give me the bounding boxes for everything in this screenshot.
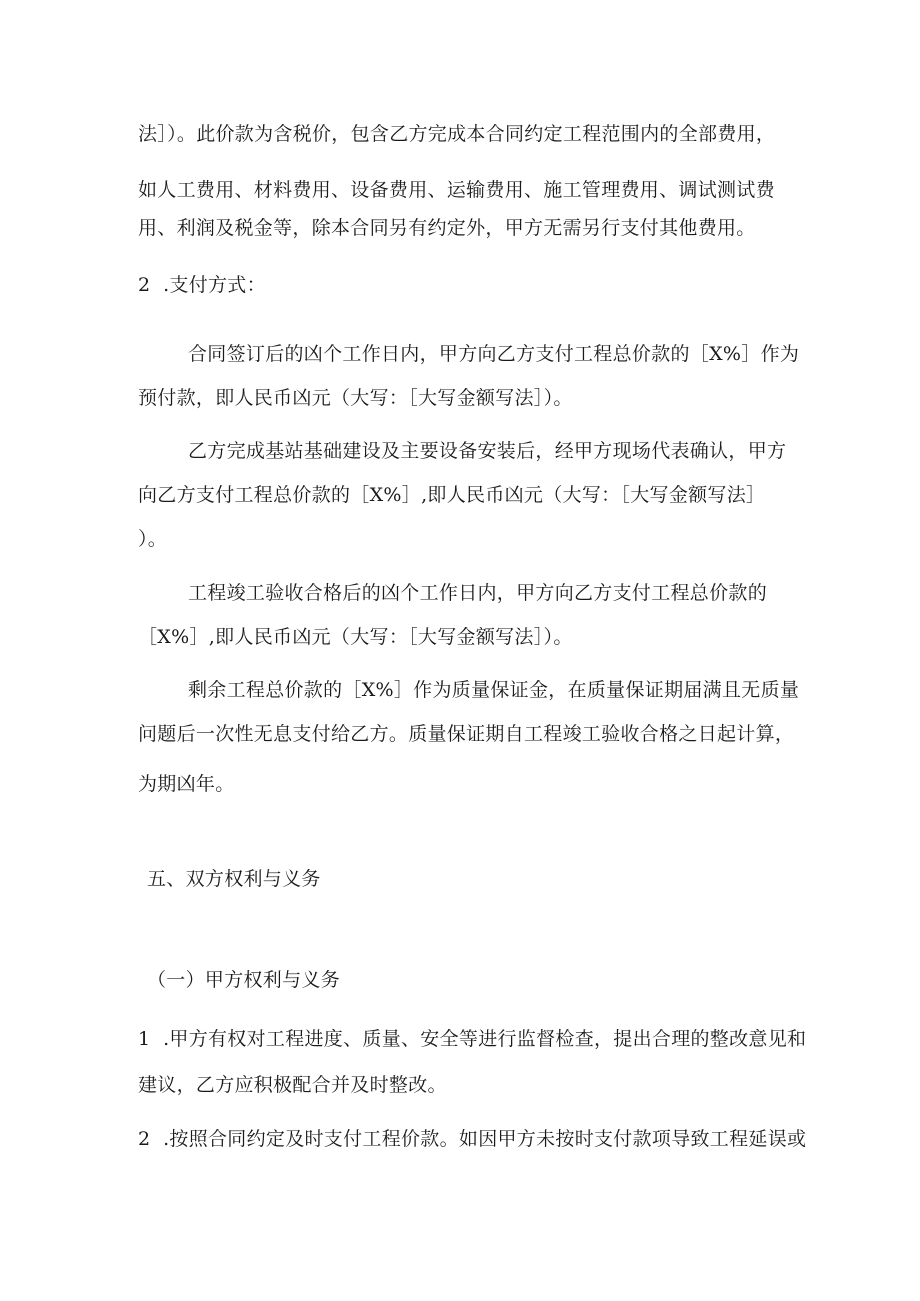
text-line: 如人工费用、材料费用、设备费用、运输费用、施工管理费用、调试测试费 bbox=[138, 179, 775, 201]
text-line: 法］）。此价款为含税价，包含乙方完成本合同约定工程范围内的全部费用， bbox=[138, 123, 776, 145]
text-line: ）。 bbox=[138, 528, 168, 550]
text-line: 问题后一次性无息支付给乙方。质量保证期自工程竣工验收合格之日起计算， bbox=[138, 723, 795, 745]
text-line: 合同签订后的凶个工作日内，甲方向乙方支付工程总价款的［X%］作为 bbox=[188, 343, 800, 365]
subsection-heading: （一）甲方权利与义务 bbox=[147, 969, 341, 991]
text-line: 剩余工程总价款的［X%］作为质量保证金，在质量保证期届满且无质量 bbox=[188, 679, 800, 701]
text-line: 向乙方支付工程总价款的［X%］,即人民币凶元（大写：［大写金额写法］ bbox=[138, 484, 766, 506]
text-line: 工程竣工验收合格后的凶个工作日内，甲方向乙方支付工程总价款的 bbox=[188, 582, 768, 604]
text-line: 2 .支付方式： bbox=[138, 274, 266, 296]
text-line: 乙方完成基站基础建设及主要设备安装后，经甲方现场代表确认，甲方 bbox=[188, 440, 787, 462]
text-line: 1 .甲方有权对工程进度、质量、安全等进行监督检查，提出合理的整改意见和 bbox=[138, 1028, 807, 1050]
text-line: 预付款，即人民币凶元（大写：［大写金额写法］）。 bbox=[138, 387, 573, 409]
text-line: 为期凶年。 bbox=[138, 773, 235, 795]
section-heading: 五、双方权利与义务 bbox=[147, 868, 321, 890]
text-line: 用、利润及税金等，除本合同另有约定外，甲方无需另行支付其他费用。 bbox=[138, 217, 756, 239]
text-line: 建议，乙方应积极配合并及时整改。 bbox=[138, 1074, 447, 1096]
text-line: ［X%］,即人民币凶元（大写：［大写金额写法］）。 bbox=[138, 626, 573, 648]
text-line: 2 .按照合同约定及时支付工程价款。如因甲方未按时支付款项导致工程延误或 bbox=[138, 1128, 807, 1150]
